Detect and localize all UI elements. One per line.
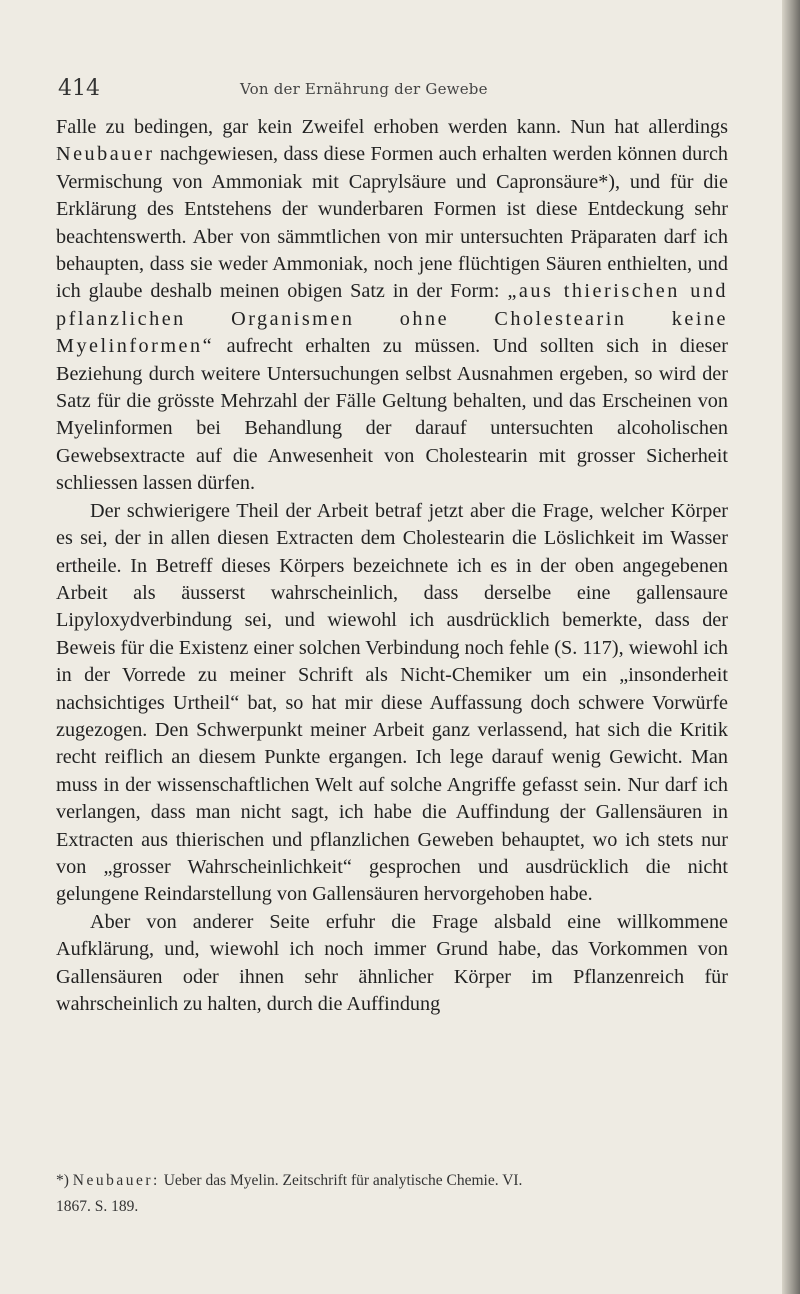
footnote-line-1: *) Neubauer: Ueber das Myelin. Zeitschrift für analytische Chemie. VI. — [56, 1172, 523, 1189]
paragraph-1: Falle zu bedingen, gar kein Zweifel erhoben werden kann. Nun hat allerdings Neubauer nachgewiesen, dass diese Formen auch erhalten werden können durch Vermischung von Ammoniak mit Caprylsäure und Capronsäure*), und für die Erklärung des Entstehens der wunderbaren Formen ist diese Entdeckung sehr beachtenswerth. Aber von sämmtlichen von mir untersuchten Präparaten darf ich behaupten, dass sie weder Ammoniak, noch jene flüchtigen Säuren enthielten, und ich glaube deshalb meinen obigen Satz in der Form: „aus thierischen und pflanzlichen Organismen ohne Cholestearin keine Myelinformen“ aufrecht erhalten zu müssen. Und sollten sich in dieser Beziehung durch weitere Untersuchungen selbst Ausnahmen ergeben, so wird der Satz für die grösste Mehrzahl der Fälle Geltung behalten, und das Erscheinen von Myelinformen bei Behandlung der darauf untersuchten alcoholischen Gewebsextracte auf die Anwesenheit von Cholestearin mit grosser Sicherheit schliessen lassen dürfen. — [56, 116, 729, 495]
thesis-statement: „aus thierischen und pflanzlichen Organismen ohne Cholestearin keine Myelinformen“ — [56, 280, 729, 358]
author-name: Neubauer — [56, 143, 155, 166]
paragraph-3: Aber von anderer Seite erfuhr die Frage alsbald eine willkommene Aufklärung, und, wiewohl ich noch immer Grund habe, das Vorkommen von Gallensäuren oder ihnen sehr ähnlicher Körper im Pflanzenreich für wahrscheinlich zu halten, durch die Auffindung — [56, 910, 728, 1015]
footnote-line-2: 1867. S. 189. — [56, 1198, 139, 1215]
footnote — [56, 1168, 746, 1220]
footnote-author: Neubauer: — [72, 1172, 160, 1189]
body-text — [56, 114, 728, 1018]
page-number: 414 — [58, 76, 100, 101]
page-header — [58, 76, 730, 106]
page-edge-shadow — [782, 0, 800, 1294]
running-title: Von der Ernährung der Gewebe — [240, 80, 488, 98]
paragraph-2: Der schwierigere Theil der Arbeit betraf jetzt aber die Frage, welcher Körper es sei, der in allen diesen Extracten dem Cholestearin die Löslichkeit im Wasser ertheile. In Betreff dieses Körpers bezeichnete ich es in der oben angegebenen Arbeit als äusserst wahrscheinlich, dass derselbe eine gallensaure Lipyloxydverbindung sei, und wiewohl ich ausdrücklich bemerkte, dass der Beweis für die Existenz einer solchen Verbindung noch fehle (S. 117), wiewohl ich in der Vorrede zu meiner Schrift als Nicht-Chemiker um ein „insonderheit nachsichtiges Urtheil“ bat, so hat mir diese Auffassung doch schwere Vorwürfe zugezogen. Den Schwerpunkt meiner Arbeit ganz verlassend, hat sich die Kritik recht reiflich an diesem Punkte ergangen. Ich lege darauf wenig Gewicht. Man muss in der wissenschaftlichen Welt auf solche Angriffe gefasst sein. Nur darf ich verlangen, dass man nicht sagt, ich habe die Auffindung der Gallensäuren in Extracten aus thierischen und pflanzlichen Geweben behauptet, wo ich stets nur von „grosser Wahrscheinlichkeit“ gesprochen und ausdrücklich die nicht gelungene Reindarstellung von Gallensäuren hervorgehoben habe. — [56, 499, 728, 906]
